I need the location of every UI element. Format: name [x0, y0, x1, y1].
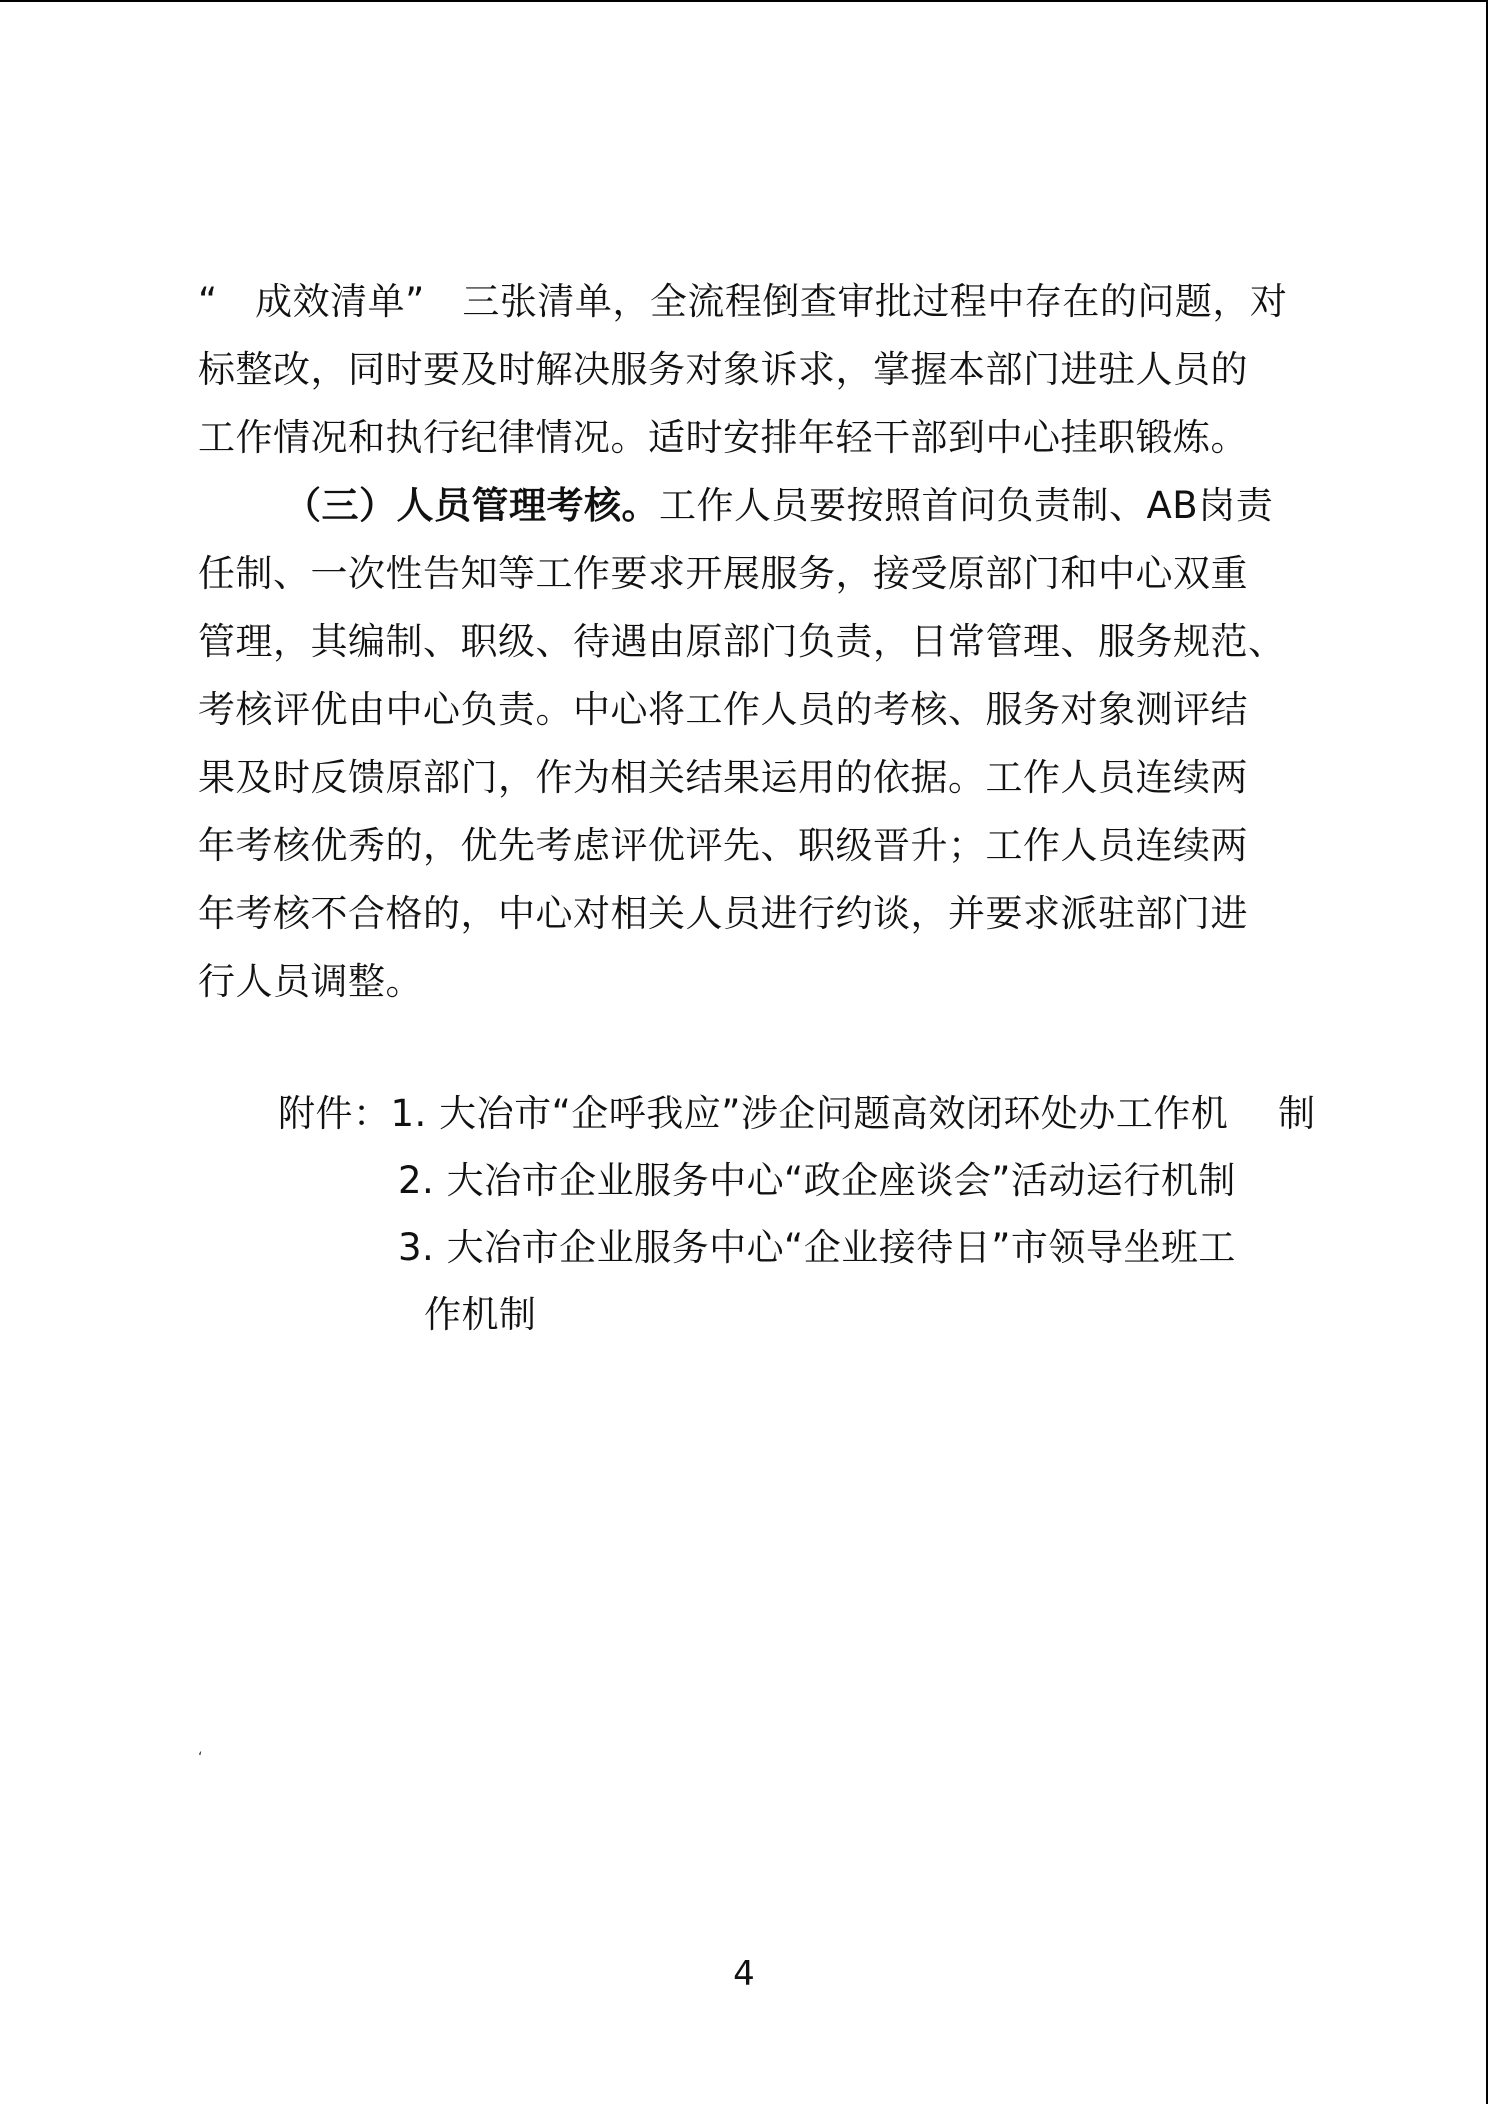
section-three-first-line [284, 482, 1273, 530]
section-three-line-7: 年考核不合格的，中心对相关人员进行约谈，并要求派驻部门进 [198, 892, 1248, 935]
attachment-item-2: 2. 大冶市企业服务中心“政企座谈会”活动运行机制 [398, 1159, 1236, 1202]
section-three-line-3: 管理，其编制、职级、待遇由原部门负责，日常管理、服务规范、 [198, 620, 1286, 663]
attachment-item-3: 3. 大冶市企业服务中心“企业接待日”市领导坐班工 [398, 1226, 1236, 1269]
attachment-item-3-continuation: 作机制 [424, 1293, 537, 1336]
attachment-item-1: 1. 大冶市“企呼我应”涉企问题高效闭环处办工作机 制 [390, 1092, 1316, 1135]
section-three-heading: （三）人员管理考核。 [284, 484, 659, 527]
stray-mark: ‘ [198, 1750, 203, 1766]
section-three-line-6: 年考核优秀的，优先考虑评优评先、职级晋升；工作人员连续两 [198, 824, 1248, 867]
section-three-line-4: 考核评优由中心负责。中心将工作人员的考核、服务对象测评结 [198, 688, 1248, 731]
attachments-first-line [278, 1090, 1316, 1138]
section-three-line-8: 行人员调整。 [198, 960, 423, 1003]
paragraph-line-1: “ 成效清单” 三张清单，全流程倒查审批过程中存在的问题，对 [198, 280, 1288, 323]
paragraph-line-3: 工作情况和执行纪律情况。适时安排年轻干部到中心挂职锻炼。 [198, 416, 1248, 459]
paragraph-line-2: 标整改，同时要及时解决服务对象诉求，掌握本部门进驻人员的 [198, 348, 1248, 391]
section-three-line-5: 果及时反馈原部门，作为相关结果运用的依据。工作人员连续两 [198, 756, 1248, 799]
section-three-line-2: 任制、一次性告知等工作要求开展服务，接受原部门和中心双重 [198, 552, 1248, 595]
section-three-first-line-text: 工作人员要按照首问负责制、AB岗责 [659, 484, 1274, 527]
page-number: 4 [733, 1954, 755, 1994]
attachments-label: 附件： [278, 1092, 391, 1135]
